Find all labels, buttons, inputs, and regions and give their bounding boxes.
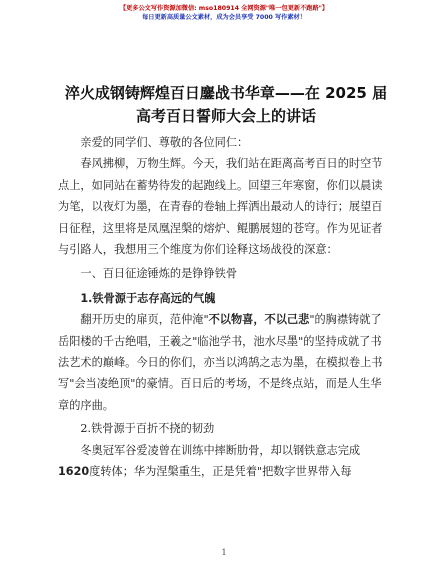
banner-line-2: 每日更新高质量公文素材，成为会员享受 7000 写作素材！: [142, 14, 306, 21]
paragraph-2-number: 1620: [58, 465, 90, 479]
greeting: 亲爱的同学们、尊敬的各位同仁：: [80, 136, 249, 149]
header-banner: [0, 4, 448, 22]
paragraph-1: [58, 309, 388, 416]
document-title: 淬火成钢铸辉煌百日鏖战书华章——在 2025 届高考百日誓师大会上的讲话: [64, 84, 388, 125]
paragraph-2: [58, 440, 388, 483]
subheading-2: 2.铁骨源于百折不挠的韧劲: [80, 422, 215, 436]
page-number: 1: [221, 548, 227, 557]
subheading-1: 1.铁骨源于志存高远的气魄: [80, 291, 216, 305]
banner-line-1: 【更多公文写作资源加微信: mso180914 全网资源"唯一包更新不跑路"】: [119, 5, 329, 12]
intro-paragraph: 春风拂柳，万物生辉。今天，我们站在距离高考百日的时空节点上，如同站在蓄势待发的起跑线上。回望三年寒窗，你们以晨读为笔，以夜灯为墨，在青春的卷轴上挥洒出最动人的诗行；展望百日征程，这里将是凤凰涅槃的熔炉、鲲鹏展翅的苍穹。作为见证者与引路人，我想用三个维度为你们诠释这场战役的深意：: [58, 157, 383, 257]
paragraph-2-text-a: 冬奥冠军谷爱凌曾在训练中摔断肋骨，却以钢铁意志完成: [80, 443, 361, 457]
paragraph-1-text-a: 翻开历史的扉页，范仲淹": [80, 313, 209, 327]
document-body: [58, 132, 388, 483]
paragraph-2-text-b: 度转体；华为涅槃重生，正是凭着"把数字世界带入每: [89, 465, 352, 479]
paragraph-1-text-b: "的胸襟铸就了岳阳楼的千古绝唱，王羲之"临池学书，池水尽墨"的坚持成就了书法艺术的巅峰。今日的你们，亦当以鸿鹄之志为墨，在模拟卷上书写"会当凌绝顶"的豪情。百日后的考场，不是终点站，而是人生华章的序曲。: [58, 313, 383, 412]
section-heading-1: 一、百日征途锤炼的是铮铮铁骨: [80, 267, 238, 281]
paragraph-1-quote: 不以物喜，不以己悲: [208, 313, 310, 327]
